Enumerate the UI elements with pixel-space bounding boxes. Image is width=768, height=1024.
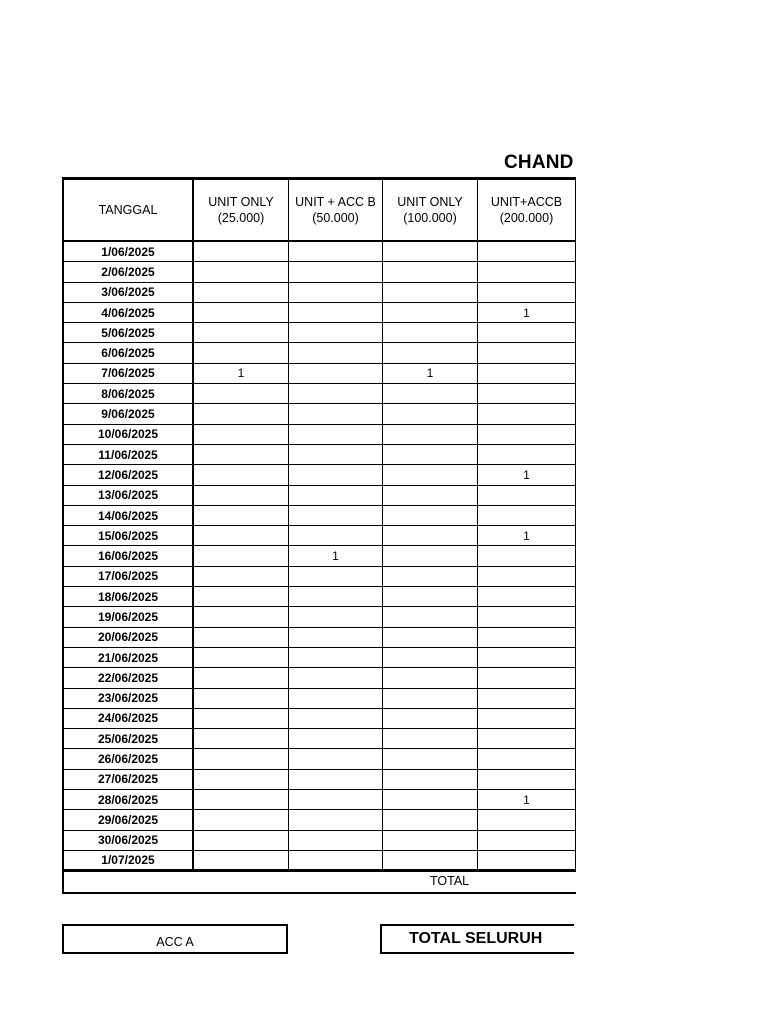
table-row	[64, 465, 576, 485]
unit-only-100-cell[interactable]	[383, 445, 478, 465]
unit-accb-200-cell[interactable]	[478, 404, 576, 424]
unit-only-25-cell[interactable]	[194, 770, 289, 790]
table-row	[64, 242, 576, 262]
table-row	[64, 668, 576, 688]
table-row	[64, 567, 576, 587]
unit-accb-200-cell[interactable]	[478, 445, 576, 465]
unit-acc-b-50-cell[interactable]	[289, 343, 383, 363]
unit-acc-b-50-cell[interactable]	[289, 668, 383, 688]
unit-accb-200-cell[interactable]	[478, 242, 576, 262]
date-cell[interactable]: 23/06/2025	[64, 689, 194, 709]
unit-only-100-cell[interactable]	[383, 689, 478, 709]
unit-accb-200-cell[interactable]	[478, 851, 576, 872]
unit-only-100-cell[interactable]	[383, 709, 478, 729]
unit-only-100-cell[interactable]	[383, 486, 478, 506]
date-cell[interactable]: 30/06/2025	[64, 831, 194, 851]
unit-only-100-cell[interactable]	[383, 607, 478, 627]
unit-acc-b-50-cell[interactable]	[289, 810, 383, 830]
unit-accb-200-cell[interactable]	[478, 323, 576, 343]
date-cell[interactable]: 6/06/2025	[64, 343, 194, 363]
unit-accb-200-cell[interactable]	[478, 709, 576, 729]
table-row	[64, 506, 576, 526]
date-cell[interactable]: 17/06/2025	[64, 567, 194, 587]
unit-accb-200-cell[interactable]	[478, 729, 576, 749]
unit-only-25-cell[interactable]	[194, 425, 289, 445]
unit-only-100-cell[interactable]	[383, 831, 478, 851]
unit-acc-b-50-cell[interactable]	[289, 526, 383, 546]
unit-accb-200-cell[interactable]	[478, 384, 576, 404]
date-cell[interactable]: 21/06/2025	[64, 648, 194, 668]
table-row	[64, 526, 576, 546]
header-line: UNIT ONLY	[208, 195, 274, 209]
unit-acc-b-50-cell[interactable]	[289, 709, 383, 729]
date-cell[interactable]: 22/06/2025	[64, 668, 194, 688]
unit-only-100-cell[interactable]	[383, 323, 478, 343]
date-cell[interactable]: 28/06/2025	[64, 790, 194, 810]
date-cell[interactable]: 13/06/2025	[64, 486, 194, 506]
unit-accb-200-cell[interactable]	[478, 283, 576, 303]
unit-accb-200-cell[interactable]	[478, 486, 576, 506]
date-cell[interactable]: 27/06/2025	[64, 770, 194, 790]
table-row	[64, 364, 576, 384]
date-cell[interactable]: 9/06/2025	[64, 404, 194, 424]
table-row	[64, 749, 576, 769]
unit-only-25-cell[interactable]	[194, 831, 289, 851]
unit-only-25-cell[interactable]	[194, 567, 289, 587]
unit-accb-200-cell[interactable]	[478, 364, 576, 384]
table-row	[64, 323, 576, 343]
table-row	[64, 303, 576, 323]
unit-only-100-cell[interactable]	[383, 526, 478, 546]
unit-only-25-cell[interactable]	[194, 729, 289, 749]
unit-acc-b-50-cell[interactable]	[289, 425, 383, 445]
unit-acc-b-50-cell[interactable]	[289, 404, 383, 424]
unit-accb-200-cell[interactable]: 1	[478, 465, 576, 485]
header-unit-accb-200[interactable]	[478, 180, 576, 242]
unit-only-25-cell[interactable]	[194, 709, 289, 729]
unit-only-100-cell[interactable]	[383, 384, 478, 404]
unit-only-25-cell[interactable]	[194, 465, 289, 485]
sheet-title: CHAND	[504, 152, 574, 173]
table-row	[64, 810, 576, 830]
date-cell[interactable]: 26/06/2025	[64, 749, 194, 769]
unit-accb-200-cell[interactable]: 1	[478, 790, 576, 810]
date-cell[interactable]: 5/06/2025	[64, 323, 194, 343]
unit-acc-b-50-cell[interactable]	[289, 790, 383, 810]
unit-only-25-cell[interactable]	[194, 384, 289, 404]
table-row	[64, 343, 576, 363]
unit-accb-200-cell[interactable]	[478, 810, 576, 830]
unit-only-25-cell[interactable]	[194, 283, 289, 303]
table-row	[64, 283, 576, 303]
unit-only-100-cell[interactable]	[383, 567, 478, 587]
unit-only-25-cell[interactable]	[194, 526, 289, 546]
table-row	[64, 831, 576, 851]
unit-only-100-cell[interactable]	[383, 465, 478, 485]
unit-only-25-cell[interactable]: 1	[194, 364, 289, 384]
unit-only-100-cell[interactable]	[383, 303, 478, 323]
date-cell[interactable]: 1/06/2025	[64, 242, 194, 262]
unit-only-100-cell[interactable]	[383, 546, 478, 566]
unit-only-25-cell[interactable]	[194, 445, 289, 465]
unit-acc-b-50-cell[interactable]	[289, 749, 383, 769]
table-row	[64, 384, 576, 404]
unit-only-25-cell[interactable]	[194, 404, 289, 424]
unit-only-25-cell[interactable]	[194, 689, 289, 709]
unit-only-100-cell[interactable]	[383, 242, 478, 262]
date-cell[interactable]: 16/06/2025	[64, 546, 194, 566]
table-row	[64, 607, 576, 627]
unit-only-25-cell[interactable]	[194, 303, 289, 323]
date-cell[interactable]: 24/06/2025	[64, 709, 194, 729]
unit-only-25-cell[interactable]	[194, 749, 289, 769]
date-cell[interactable]: 12/06/2025	[64, 465, 194, 485]
header-date[interactable]: TANGGAL	[64, 180, 194, 242]
unit-acc-b-50-cell[interactable]	[289, 770, 383, 790]
unit-only-25-cell[interactable]	[194, 262, 289, 282]
table-row	[64, 486, 576, 506]
header-line: (200.000)	[499, 211, 554, 225]
table-row	[64, 851, 576, 872]
unit-only-25-cell[interactable]	[194, 343, 289, 363]
acc-a-cell[interactable]	[62, 924, 288, 954]
unit-acc-b-50-cell[interactable]	[289, 648, 383, 668]
unit-only-100-cell[interactable]	[383, 729, 478, 749]
header-line: UNIT + ACC B	[295, 195, 376, 209]
unit-only-100-cell[interactable]	[383, 851, 478, 872]
table-row	[64, 770, 576, 790]
unit-only-25-cell[interactable]	[194, 587, 289, 607]
header-line: (25.000)	[217, 211, 265, 225]
table-row	[64, 709, 576, 729]
date-cell[interactable]: 3/06/2025	[64, 283, 194, 303]
date-cell[interactable]: 11/06/2025	[64, 445, 194, 465]
unit-only-25-cell[interactable]	[194, 486, 289, 506]
unit-accb-200-cell[interactable]	[478, 343, 576, 363]
table-row	[64, 262, 576, 282]
unit-only-100-cell[interactable]	[383, 770, 478, 790]
date-cell[interactable]: 14/06/2025	[64, 506, 194, 526]
table-row	[64, 729, 576, 749]
unit-acc-b-50-cell[interactable]	[289, 486, 383, 506]
header-line: UNIT+ACCB	[490, 195, 563, 209]
unit-only-100-cell[interactable]	[383, 668, 478, 688]
unit-acc-b-50-cell[interactable]	[289, 831, 383, 851]
unit-only-100-cell[interactable]	[383, 506, 478, 526]
unit-acc-b-50-cell[interactable]	[289, 628, 383, 648]
unit-only-25-cell[interactable]	[194, 546, 289, 566]
unit-accb-200-cell[interactable]	[478, 607, 576, 627]
table-row	[64, 648, 576, 668]
unit-accb-200-cell[interactable]: 1	[478, 526, 576, 546]
unit-only-100-cell[interactable]	[383, 628, 478, 648]
unit-acc-b-50-cell[interactable]	[289, 587, 383, 607]
grand-total-cell[interactable]	[380, 924, 574, 954]
unit-accb-200-cell[interactable]	[478, 770, 576, 790]
header-line: UNIT ONLY	[397, 195, 463, 209]
unit-acc-b-50-cell[interactable]	[289, 567, 383, 587]
header-unit-acc-b-50[interactable]	[289, 180, 383, 242]
unit-acc-b-50-cell[interactable]	[289, 384, 383, 404]
table-body	[64, 242, 576, 872]
unit-accb-200-cell[interactable]	[478, 587, 576, 607]
unit-acc-b-50-cell[interactable]	[289, 262, 383, 282]
unit-accb-200-cell[interactable]	[478, 262, 576, 282]
unit-acc-b-50-cell[interactable]	[289, 364, 383, 384]
unit-acc-b-50-cell[interactable]	[289, 242, 383, 262]
unit-only-100-cell[interactable]	[383, 425, 478, 445]
unit-only-25-cell[interactable]	[194, 242, 289, 262]
unit-only-100-cell[interactable]	[383, 262, 478, 282]
date-cell[interactable]: 29/06/2025	[64, 810, 194, 830]
date-cell[interactable]: 15/06/2025	[64, 526, 194, 546]
unit-acc-b-50-cell[interactable]	[289, 607, 383, 627]
unit-only-25-cell[interactable]	[194, 851, 289, 872]
unit-accb-200-cell[interactable]	[478, 567, 576, 587]
unit-only-25-cell[interactable]	[194, 668, 289, 688]
header-unit-only-25[interactable]	[194, 180, 289, 242]
table-row	[64, 587, 576, 607]
date-cell[interactable]: 2/06/2025	[64, 262, 194, 282]
unit-only-100-cell[interactable]	[383, 648, 478, 668]
unit-only-100-cell[interactable]	[383, 404, 478, 424]
unit-acc-b-50-cell[interactable]	[289, 323, 383, 343]
date-cell[interactable]: 4/06/2025	[64, 303, 194, 323]
date-cell[interactable]: 7/06/2025	[64, 364, 194, 384]
unit-accb-200-cell[interactable]	[478, 749, 576, 769]
unit-acc-b-50-cell[interactable]: 1	[289, 546, 383, 566]
unit-acc-b-50-cell[interactable]	[289, 283, 383, 303]
date-cell[interactable]: 20/06/2025	[64, 628, 194, 648]
unit-only-25-cell[interactable]	[194, 790, 289, 810]
unit-only-100-cell[interactable]	[383, 810, 478, 830]
unit-only-100-cell[interactable]	[383, 749, 478, 769]
date-cell[interactable]: 10/06/2025	[64, 425, 194, 445]
unit-only-100-cell[interactable]	[383, 790, 478, 810]
unit-only-100-cell[interactable]	[383, 283, 478, 303]
unit-accb-200-cell[interactable]	[478, 831, 576, 851]
unit-only-100-cell[interactable]	[383, 343, 478, 363]
unit-only-25-cell[interactable]	[194, 506, 289, 526]
header-line: (100.000)	[403, 211, 457, 225]
unit-acc-b-50-cell[interactable]	[289, 851, 383, 872]
unit-acc-b-50-cell[interactable]	[289, 506, 383, 526]
unit-acc-b-50-cell[interactable]	[289, 303, 383, 323]
table-row	[64, 425, 576, 445]
unit-only-100-cell[interactable]: 1	[383, 364, 478, 384]
unit-accb-200-cell[interactable]: 1	[478, 303, 576, 323]
table-header-row	[64, 180, 576, 242]
table-row	[64, 790, 576, 810]
total-label: TOTAL	[430, 873, 470, 888]
table-row	[64, 689, 576, 709]
sales-table	[62, 177, 576, 894]
unit-accb-200-cell[interactable]	[478, 425, 576, 445]
unit-only-100-cell[interactable]	[383, 587, 478, 607]
date-cell[interactable]: 18/06/2025	[64, 587, 194, 607]
table-row	[64, 404, 576, 424]
unit-acc-b-50-cell[interactable]	[289, 465, 383, 485]
grand-total-label: TOTAL SELURUH	[409, 930, 543, 947]
header-unit-only-100[interactable]	[383, 180, 478, 242]
unit-accb-200-cell[interactable]	[478, 628, 576, 648]
unit-accb-200-cell[interactable]	[478, 506, 576, 526]
table-row	[64, 546, 576, 566]
unit-accb-200-cell[interactable]	[478, 648, 576, 668]
unit-accb-200-cell[interactable]	[478, 546, 576, 566]
unit-acc-b-50-cell[interactable]	[289, 445, 383, 465]
acc-a-label: ACC A	[156, 935, 194, 949]
date-cell[interactable]: 25/06/2025	[64, 729, 194, 749]
total-row	[64, 872, 576, 894]
unit-only-25-cell[interactable]	[194, 628, 289, 648]
unit-only-25-cell[interactable]	[194, 648, 289, 668]
header-line: (50.000)	[312, 211, 359, 225]
unit-only-25-cell[interactable]	[194, 810, 289, 830]
unit-only-25-cell[interactable]	[194, 323, 289, 343]
table-row	[64, 445, 576, 465]
date-cell[interactable]: 8/06/2025	[64, 384, 194, 404]
date-cell[interactable]: 1/07/2025	[64, 851, 194, 872]
unit-only-25-cell[interactable]	[194, 607, 289, 627]
date-cell[interactable]: 19/06/2025	[64, 607, 194, 627]
unit-acc-b-50-cell[interactable]	[289, 729, 383, 749]
unit-accb-200-cell[interactable]	[478, 689, 576, 709]
unit-acc-b-50-cell[interactable]	[289, 689, 383, 709]
table-row	[64, 628, 576, 648]
unit-accb-200-cell[interactable]	[478, 668, 576, 688]
